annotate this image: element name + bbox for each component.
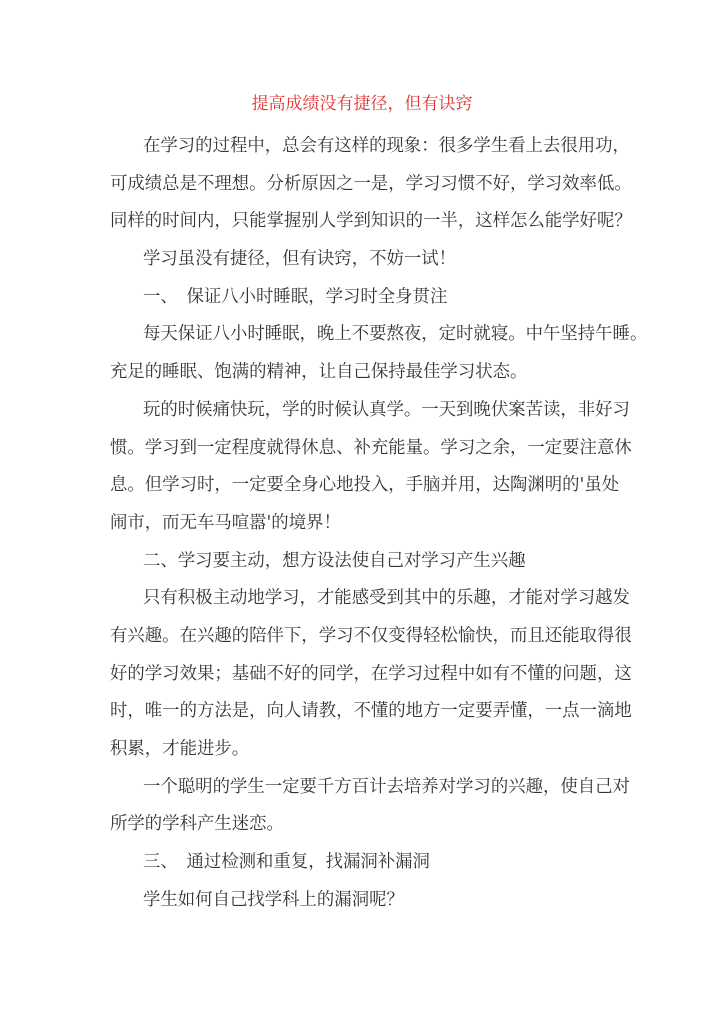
text-line: 时，唯一的方法是，向人请教，不懂的地方一定要弄懂，一点一滴地 [110,701,632,722]
text-line: 有兴趣。在兴趣的陪伴下，学习不仅变得轻松愉快，而且还能取得很 [110,625,632,646]
text-line: 学习虽没有捷径，但有诀窍，不妨一试！ [143,249,457,270]
text-line: 只有积极主动地学习，才能感受到其中的乐趣，才能对学习越发 [143,588,630,609]
section-heading [110,844,613,882]
text-line: 所学的学科产生迷恋。 [110,814,284,835]
paragraph [110,580,632,768]
text-line: 每天保证八小时睡眠，晚上不要熬夜，定时就寝。中午坚持午睡。 [143,324,648,345]
text-line: 可成绩总是不理想。分析原因之一是，学习习惯不好，学习效率低。 [110,173,632,194]
paragraph [110,128,632,241]
section-heading [110,279,613,317]
text-line: 好的学习效果；基础不好的同学，在学习过程中如有不懂的问题，这 [110,663,632,684]
text-line: 玩的时候痛快玩，学的时候认真学。一天到晚伏案苦读，非好习 [143,399,630,420]
text-line: 惯。学习到一定程度就得休息、补充能量。学习之余，一定要注意休 [110,437,632,458]
paragraph [110,882,613,920]
text-line: 三、 通过检测和重复，找漏洞补漏洞 [143,852,430,873]
text-line: 闹市，而无车马喧嚣'的境界！ [110,512,341,533]
text-line: 学生如何自己找学科上的漏洞呢？ [143,889,404,910]
text-line: 积累，才能进步。 [110,739,250,759]
document-body [110,128,648,919]
text-line: 同样的时间内，只能掌握别人学到知识的一半，这样怎么能学好呢？ [110,211,632,232]
text-line: 二、学习要主动，想方设法使自己对学习产生兴趣 [143,550,526,571]
document-title: 提高成绩没有捷径，但有诀窍 [251,94,473,114]
section-heading [110,543,613,581]
text-line: 息。但学习时，一定要全身心地投入，手脑并用，达陶渊明的'虽处 [110,475,620,496]
text-line: 在学习的过程中，总会有这样的现象：很多学生看上去很用功， [143,136,630,156]
paragraph [110,392,632,543]
text-line: 一个聪明的学生一定要千方百计去培养对学习的兴趣，使自己对 [143,776,630,797]
paragraph [110,769,630,844]
paragraph [110,241,613,279]
text-line: 一、 保证八小时睡眠，学习时全身贯注 [143,286,448,307]
text-line: 充足的睡眠、饱满的精神，让自己保持最佳学习状态。 [110,362,528,383]
paragraph [110,316,648,391]
